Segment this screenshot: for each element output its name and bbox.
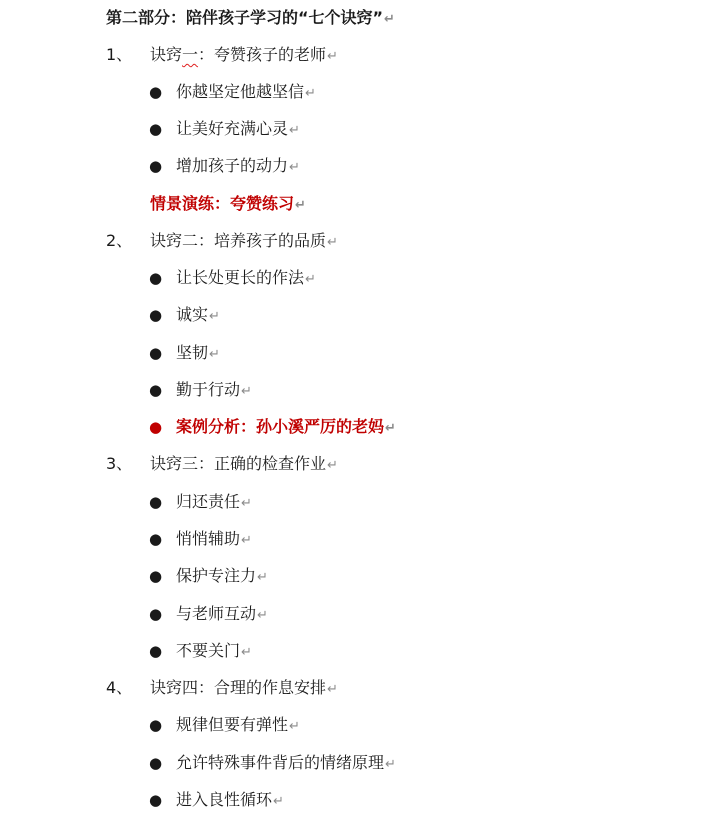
paragraph-mark-icon: ↵ xyxy=(305,86,316,101)
section-label: 诀窍一：夸赞孩子的老师↵ xyxy=(150,45,338,64)
list-item-text: 归还责任↵ xyxy=(176,492,252,511)
section-heading-4 xyxy=(0,676,701,700)
list-item-text: 不要关门↵ xyxy=(176,641,252,660)
list-item-text: 坚韧↵ xyxy=(176,343,220,362)
bullet-icon: ● xyxy=(149,381,163,399)
bullet-icon: ● xyxy=(149,120,163,138)
paragraph-mark-icon: ↵ xyxy=(241,533,252,548)
bullet-icon: ● xyxy=(149,493,163,511)
paragraph-mark-icon: ↵ xyxy=(257,570,268,585)
list-item-text: 勤于行动↵ xyxy=(176,380,252,399)
list-item-text: 让长处更长的作法↵ xyxy=(176,268,316,287)
section-number: 3、 xyxy=(106,454,133,473)
paragraph-mark-icon: ↵ xyxy=(241,645,252,660)
list-item-text: 允许特殊事件背后的情绪原理↵ xyxy=(176,753,396,772)
section-number: 4、 xyxy=(106,678,133,697)
bullet-icon: ● xyxy=(149,157,163,175)
bullet-icon: ● xyxy=(149,791,163,809)
paragraph-mark-icon: ↵ xyxy=(289,719,300,734)
scenario-practice-heading: 情景演练：夸赞练习↵ xyxy=(150,194,306,213)
section-label: 诀窍三：正确的检查作业↵ xyxy=(150,454,338,473)
section-label: 诀窍二：培养孩子的品质↵ xyxy=(150,231,338,250)
bullet-icon: ● xyxy=(149,567,163,585)
list-item xyxy=(0,341,701,365)
paragraph-mark-icon: ↵ xyxy=(384,12,395,27)
paragraph-mark-icon: ↵ xyxy=(209,309,220,324)
list-item xyxy=(0,80,701,104)
section-number: 2、 xyxy=(106,231,133,250)
bullet-icon: ● xyxy=(149,83,163,101)
list-item-text: 与老师互动↵ xyxy=(176,604,268,623)
list-item-text: 保护专注力↵ xyxy=(176,566,268,585)
spellcheck-flagged-text: 一 xyxy=(182,45,199,64)
list-item-text: 进入良性循环↵ xyxy=(176,790,284,809)
list-item xyxy=(0,117,701,141)
bullet-icon: ● xyxy=(149,530,163,548)
list-item xyxy=(0,154,701,178)
bullet-icon: ● xyxy=(149,642,163,660)
list-item xyxy=(0,788,701,812)
section-heading-2 xyxy=(0,229,701,253)
list-item-text: 规律但要有弹性↵ xyxy=(176,715,300,734)
list-item xyxy=(0,564,701,588)
list-item xyxy=(0,751,701,775)
paragraph-mark-icon: ↵ xyxy=(209,347,220,362)
paragraph-mark-icon: ↵ xyxy=(289,123,300,138)
bullet-icon: ● xyxy=(149,306,163,324)
paragraph-mark-icon: ↵ xyxy=(327,49,338,64)
highlight-line xyxy=(0,192,701,216)
paragraph-mark-icon: ↵ xyxy=(385,757,396,772)
section-heading-3 xyxy=(0,452,701,476)
list-item xyxy=(0,266,701,290)
paragraph-mark-icon: ↵ xyxy=(257,608,268,623)
list-item xyxy=(0,378,701,402)
paragraph-mark-icon: ↵ xyxy=(385,421,396,436)
bullet-icon: ● xyxy=(149,754,163,772)
list-item xyxy=(0,527,701,551)
list-item xyxy=(0,713,701,737)
paragraph-mark-icon: ↵ xyxy=(273,794,284,809)
list-item xyxy=(0,415,701,439)
list-item-text: 增加孩子的动力↵ xyxy=(176,156,300,175)
list-item xyxy=(0,490,701,514)
paragraph-mark-icon: ↵ xyxy=(305,272,316,287)
section-heading-1 xyxy=(0,43,701,67)
section-label: 诀窍四：合理的作息安排↵ xyxy=(150,678,338,697)
list-item-text: 悄悄辅助↵ xyxy=(176,529,252,548)
list-item-text: 你越坚定他越坚信↵ xyxy=(176,82,316,101)
bullet-icon: ● xyxy=(149,269,163,287)
paragraph-mark-icon: ↵ xyxy=(289,160,300,175)
bullet-icon: ● xyxy=(149,716,163,734)
page-title xyxy=(106,6,395,30)
list-item-text: 诚实↵ xyxy=(176,305,220,324)
paragraph-mark-icon: ↵ xyxy=(241,384,252,399)
paragraph-mark-icon: ↵ xyxy=(241,496,252,511)
section-number: 1、 xyxy=(106,45,133,64)
bullet-icon: ● xyxy=(149,344,163,362)
list-item xyxy=(0,639,701,663)
page-title-text: 第二部分：陪伴孩子学习的“七个诀窍” xyxy=(106,8,384,27)
case-study-heading: 案例分析：孙小溪严厉的老妈↵ xyxy=(176,417,396,436)
paragraph-mark-icon: ↵ xyxy=(295,198,306,213)
paragraph-mark-icon: ↵ xyxy=(327,682,338,697)
bullet-icon: ● xyxy=(149,418,163,436)
paragraph-mark-icon: ↵ xyxy=(327,458,338,473)
bullet-icon: ● xyxy=(149,605,163,623)
paragraph-mark-icon: ↵ xyxy=(327,235,338,250)
list-item xyxy=(0,602,701,626)
list-item xyxy=(0,303,701,327)
list-item-text: 让美好充满心灵↵ xyxy=(176,119,300,138)
